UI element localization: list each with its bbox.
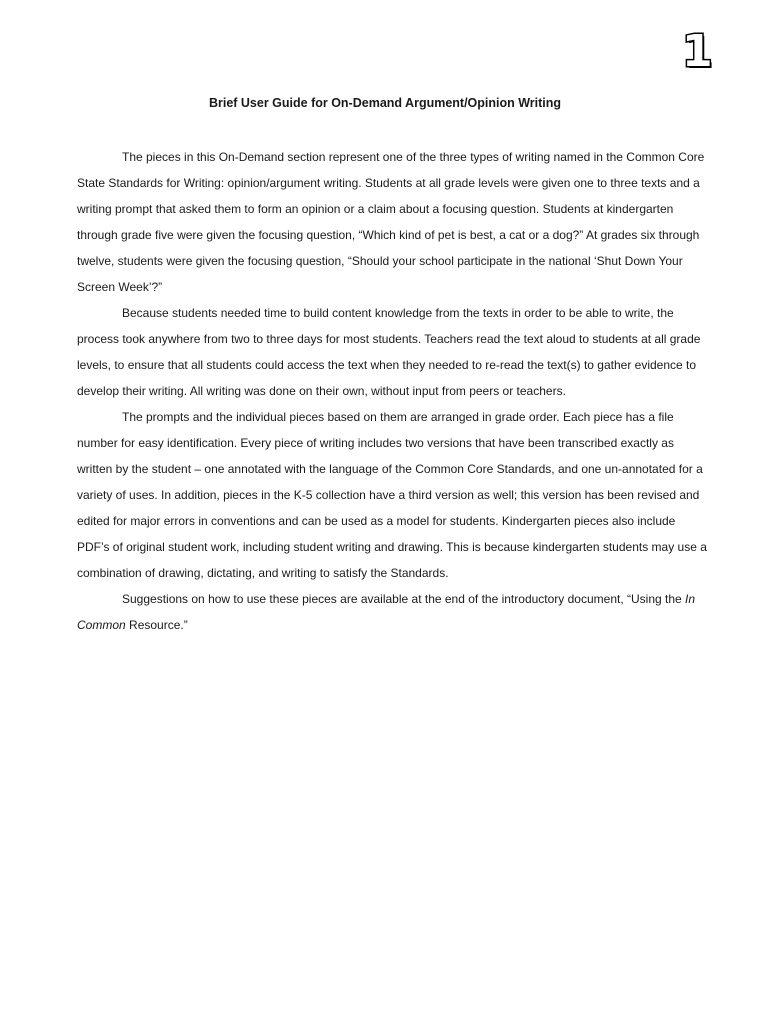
paragraph-3: The prompts and the individual pieces based on them are arranged in grade order. Each piece has a file number for easy identification. Every piece of writing includes two versions that have been transcribed exactly as written by the student – one annotated with the language of the Common Core Standards, and one un-annotated for a variety of uses. In addition, pieces in the K-5 collection have a third version as well; this version has been revised and edited for major errors in conventions and can be used as a model for students. Kindergarten pieces also include PDF’s of original student work, including student writing and drawing. This is because kindergarten students may use a combination of drawing, dictating, and writing to satisfy the Standards. — [77, 410, 707, 580]
document-body — [77, 144, 709, 638]
paragraph-4-text-before: Suggestions on how to use these pieces are available at the end of the introductory document, “Using the — [122, 592, 686, 606]
paragraph-2: Because students needed time to build content knowledge from the texts in order to be able to write, the process took anywhere from two to three days for most students. Teachers read the text aloud to students at all grade levels, to ensure that all students could access the text when they needed to re-read the text(s) to gather evidence to develop their writing. All writing was done on their own, without input from peers or teachers. — [77, 306, 701, 398]
paragraph-4-emphasis: In Common — [77, 592, 696, 632]
paragraph-4-text-after: Resource.” — [125, 618, 188, 632]
page-number: 1 — [682, 26, 713, 77]
document-title: Brief User Guide for On-Demand Argument/Opinion Writing — [208, 96, 562, 110]
paragraph-4 — [77, 586, 709, 638]
paragraph-1: The pieces in this On-Demand section represent one of the three types of writing named in the Common Core State Standards for Writing: opinion/argument writing. Students at all grade levels were given one to three texts and a writing prompt that asked them to form an opinion or a claim about a focusing question. Students at kindergarten through grade five were given the focusing question, “Which kind of pet is best, a cat or a dog?” At grades six through twelve, students were given the focusing question, “Should your school participate in the national ‘Shut Down Your Screen Week’?” — [77, 150, 705, 294]
